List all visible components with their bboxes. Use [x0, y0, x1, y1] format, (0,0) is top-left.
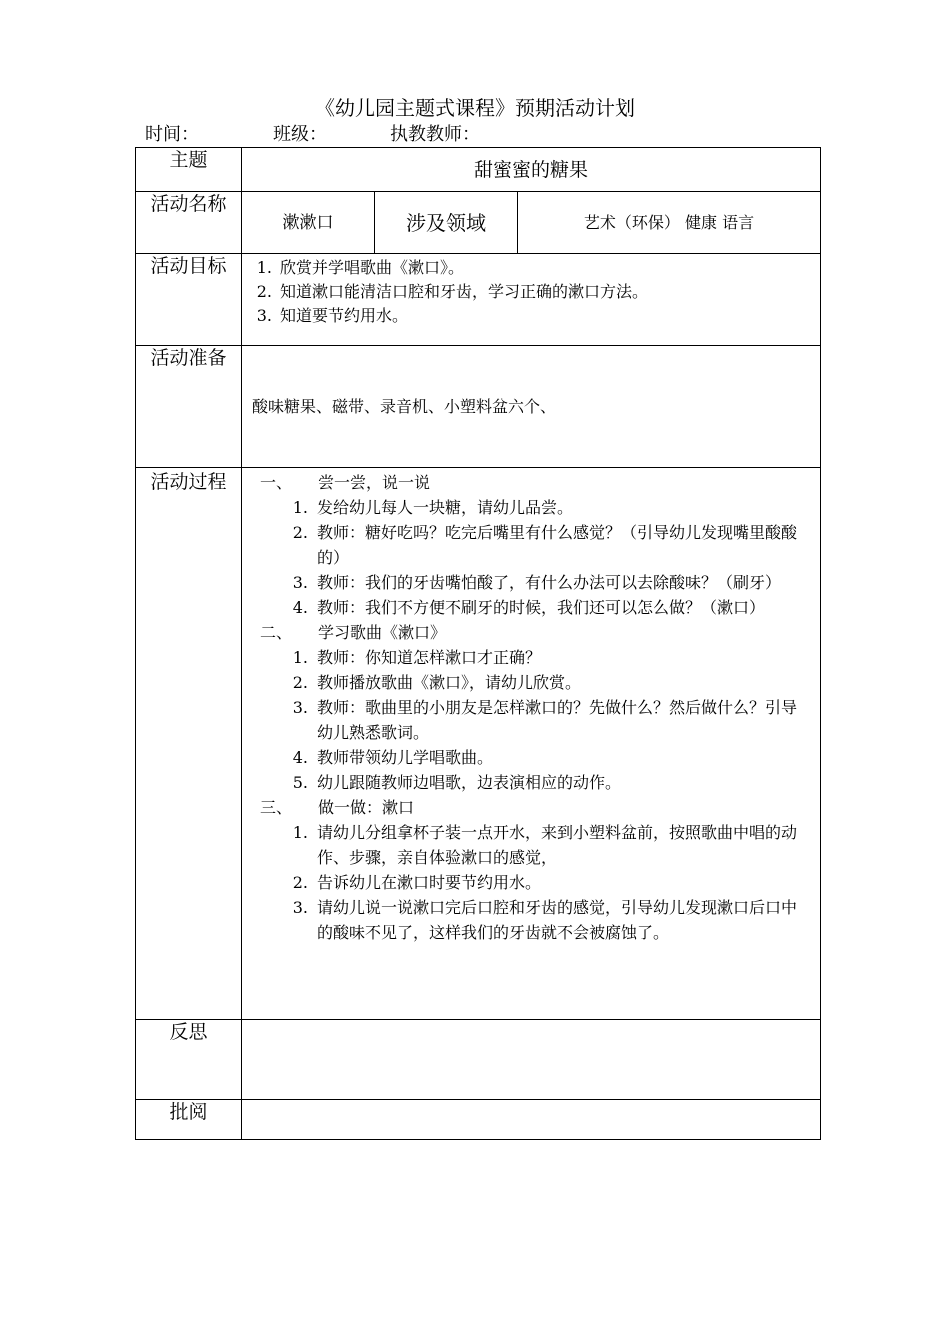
- process-item: 4. 教师：我们不方便不刷牙的时候，我们还可以怎么做？（漱口）: [292, 598, 766, 617]
- prep-row: [136, 346, 821, 468]
- goal-item: 2. 知道漱口能清洁口腔和牙齿，学习正确的漱口方法。: [256, 282, 649, 301]
- activity-name-row: [136, 192, 821, 254]
- goals-list: [242, 256, 820, 328]
- teacher-label: 执教教师：: [390, 124, 480, 145]
- process-item: 3. 教师：我们的牙齿嘴怕酸了，有什么办法可以去除酸味？（刷牙）: [292, 573, 782, 592]
- domain-value: 艺术（环保） 健康 语言: [583, 212, 755, 232]
- reflection-value: [242, 1020, 821, 1100]
- theme-row: [136, 148, 821, 192]
- process-item: 2. 教师：糖好吃吗？吃完后嘴里有什么感觉？（引导幼儿发现嘴里酸酸的）: [292, 523, 798, 567]
- process-item: 2. 教师播放歌曲《漱口》，请幼儿欣赏。: [292, 673, 582, 692]
- document-title: 《幼儿园主题式课程》预期活动计划: [315, 96, 635, 120]
- review-label: 批阅: [136, 1100, 242, 1140]
- reflection-label: 反思: [136, 1020, 242, 1100]
- review-value: [242, 1100, 821, 1140]
- process-item: 1. 请幼儿分组拿杯子装一点开水，来到小塑料盆前，按照歌曲中唱的动作、步骤，亲自体验漱口的感觉，: [292, 823, 798, 867]
- process-content: [242, 468, 821, 1020]
- prep-value: 酸味糖果、磁带、录音机、小塑料盆六个、: [242, 346, 821, 468]
- process-section-heading: 二、 学习歌曲《漱口》: [260, 623, 447, 642]
- goals-row: [136, 254, 821, 346]
- process-section-heading: 三、 做一做：漱口: [260, 798, 415, 817]
- process-item: 2. 告诉幼儿在漱口时要节约用水。: [292, 873, 542, 892]
- reflection-row: [136, 1020, 821, 1100]
- activity-name-label: 活动名称: [136, 192, 242, 254]
- review-row: [136, 1100, 821, 1140]
- theme-label: 主题: [136, 148, 242, 192]
- plan-table: [135, 147, 821, 1140]
- process-section-heading: 一、 尝一尝，说一说: [260, 473, 431, 492]
- process-label: 活动过程: [136, 468, 242, 1020]
- process-item: 3. 教师：歌曲里的小朋友是怎样漱口的？先做什么？然后做什么？引导幼儿熟悉歌词。: [292, 698, 798, 742]
- process-item: 1. 发给幼儿每人一块糖，请幼儿品尝。: [292, 498, 574, 517]
- time-label: 时间：: [145, 124, 199, 145]
- goal-item: 3. 知道要节约用水。: [256, 306, 409, 325]
- process-row: [136, 468, 821, 1020]
- domain-label: 涉及领域: [375, 192, 518, 253]
- process-item: 1. 教师：你知道怎样漱口才正确？: [292, 648, 542, 667]
- goal-item: 1. 欣赏并学唱歌曲《漱口》。: [256, 258, 465, 277]
- process-item: 5. 幼儿跟随教师边唱歌，边表演相应的动作。: [292, 773, 622, 792]
- process-item: 3. 请幼儿说一说漱口完后口腔和牙齿的感觉，引导幼儿发现漱口后口中的酸味不见了，这样我们的牙齿就不会被腐蚀了。: [292, 898, 798, 942]
- activity-name-value: 漱漱口: [242, 192, 375, 253]
- prep-label: 活动准备: [136, 346, 242, 468]
- goals-label: 活动目标: [136, 254, 242, 346]
- process-item: 4. 教师带领幼儿学唱歌曲。: [292, 748, 494, 767]
- class-label: 班级：: [273, 124, 327, 145]
- theme-value: 甜蜜蜜的糖果: [242, 148, 821, 192]
